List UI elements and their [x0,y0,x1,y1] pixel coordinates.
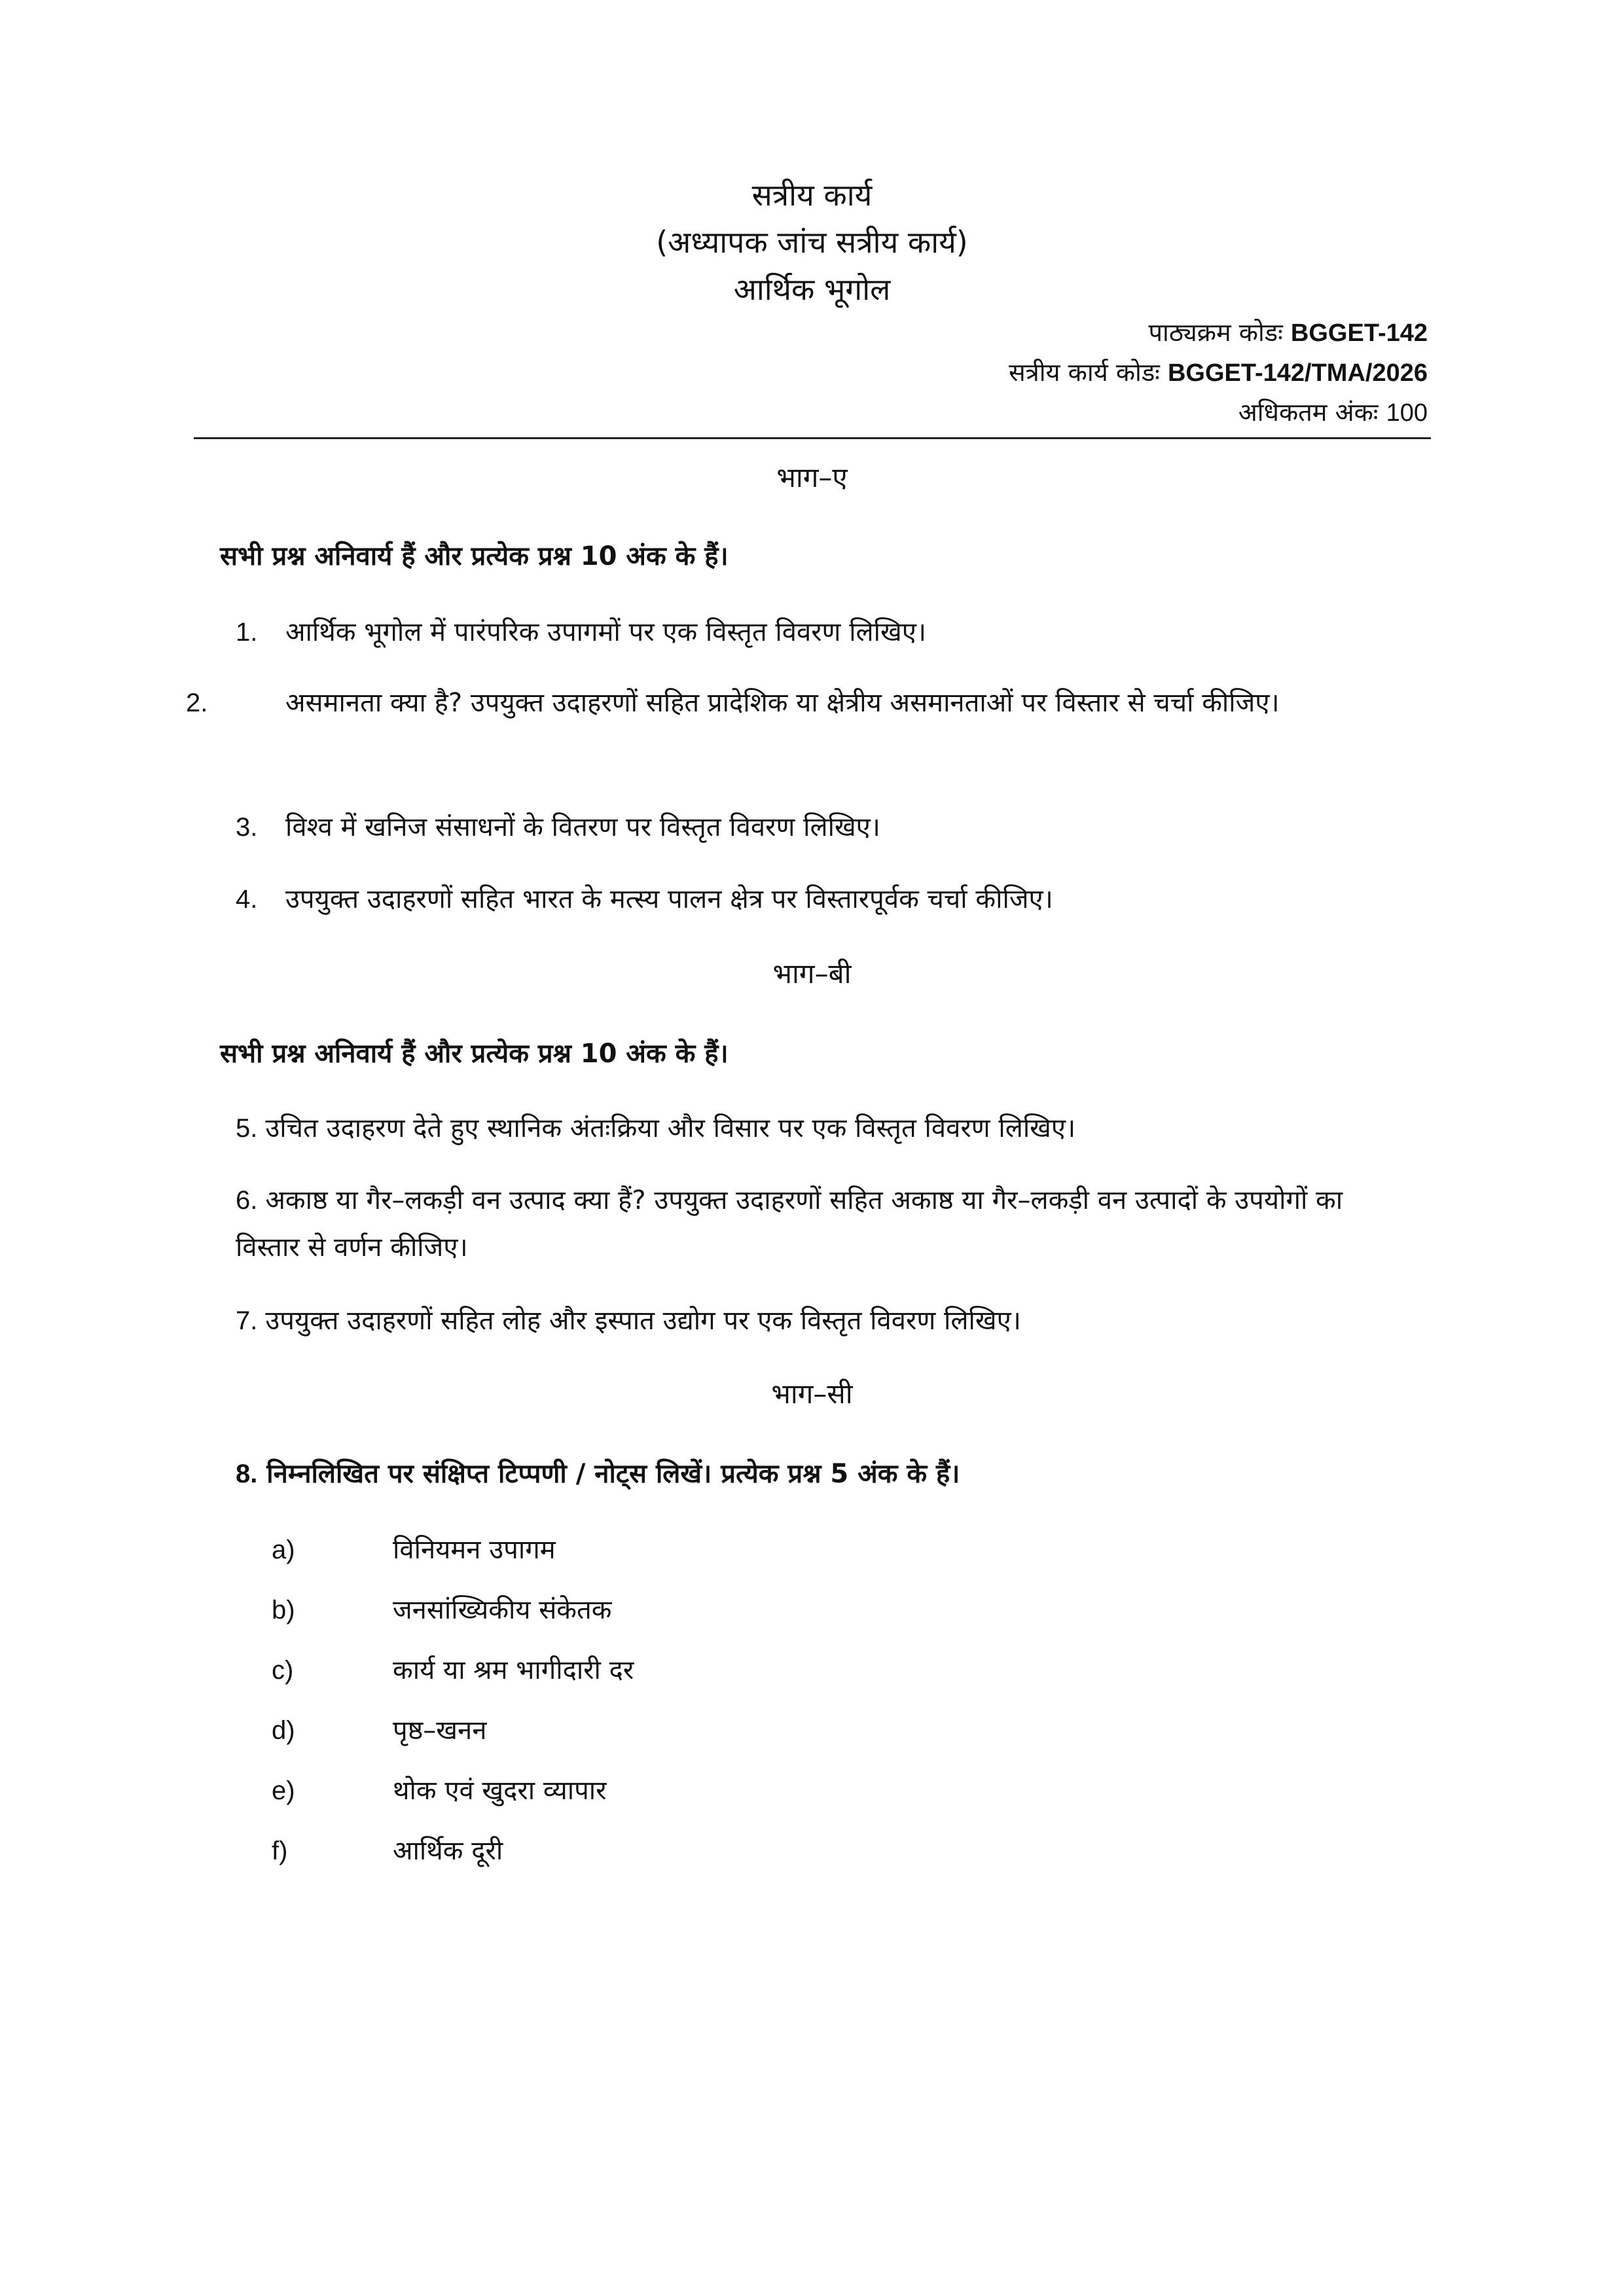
sub-item-letter: a) [272,1535,295,1564]
question-1 [236,609,1407,656]
header-divider [194,437,1431,439]
sub-item-a [272,1530,556,1566]
course-code-label: पाठ्यक्रम कोडः [1148,318,1283,347]
course-meta [1009,313,1428,433]
course-code-row [1009,313,1428,353]
question-text: उपयुक्त उदाहरणों सहित लोह और इस्पात उद्योग पर एक विस्तृत विवरण लिखिए। [265,1306,1021,1336]
sub-item-f [272,1831,503,1867]
sub-item-text: जनसांख्यिकीय संकेतक [393,1595,612,1625]
question-text: विश्व में खनिज संसाधनों के वितरण पर विस्तृत विवरण लिखिए। [285,812,880,842]
question-text: निम्नलिखित पर संक्षिप्त टिप्पणी / नोट्स लिखें। प्रत्येक प्रश्न 5 अंक के हैं। [266,1459,960,1489]
question-text: असमानता क्या है? उपयुक्त उदाहरणों सहित प्रादेशिक या क्षेत्रीय असमानताओं पर विस्तार से चर्चा कीजिए। [285,688,1280,718]
sub-item-text: आर्थिक दूरी [393,1836,503,1866]
question-2 [186,679,1457,726]
question-number: 4. [236,885,258,914]
sub-item-letter: f) [272,1837,288,1865]
question-number: 5. [236,1114,258,1143]
sub-item-letter: c) [272,1656,294,1685]
sub-item-text: कार्य या श्रम भागीदारी दर [393,1655,634,1685]
question-number: 3. [236,813,258,842]
part-b-instruction: सभी प्रश्न अनिवार्य हैं और प्रत्येक प्रश्न 10 अंक के हैं। [220,1039,729,1069]
title-line-3: आर्थिक भूगोल [733,272,891,307]
sub-item-letter: d) [272,1716,295,1745]
question-number: 6. [236,1186,258,1215]
max-marks-label: अधिकतम अंकः [1238,398,1379,427]
assignment-code-row [1009,353,1428,393]
sub-item-b [272,1590,612,1626]
course-code-value: BGGET-142 [1290,319,1428,347]
document-title [0,171,1624,313]
sub-item-c [272,1651,634,1687]
part-c-instruction [236,1454,960,1490]
question-number: 2. [186,689,208,717]
title-line-2: (अध्यापक जांच सत्रीय कार्य) [656,224,968,260]
part-c-title: भाग–सी [771,1378,853,1410]
sub-item-e [272,1771,607,1807]
part-a-instruction: सभी प्रश्न अनिवार्य हैं और प्रत्येक प्रश्न 10 अंक के हैं। [220,541,729,571]
question-3 [236,804,1407,851]
sub-item-d [272,1711,486,1747]
question-4 [236,876,1407,923]
question-number: 1. [236,618,258,647]
max-marks-value: 100 [1386,399,1428,427]
question-number: 8. [236,1460,258,1488]
question-text: अकाष्ठ या गैर–लकड़ी वन उत्पाद क्या हैं? उपयुक्त उदाहरणों सहित अकाष्ठ या गैर–लकड़ी वन उत्पादों के उपयोगों का विस्तार से वर्णन कीजिए। [236,1185,1343,1263]
title-line-1: सत्रीय कार्य [751,177,873,213]
question-text: उपयुक्त उदाहरणों सहित भारत के मत्स्य पालन क्षेत्र पर विस्तारपूर्वक चर्चा कीजिए। [285,884,1053,914]
assignment-code-label: सत्रीय कार्य कोडः [1009,358,1160,387]
question-text: आर्थिक भूगोल में पारंपरिक उपागमों पर एक विस्तृत विवरण लिखिए। [285,617,927,647]
sub-item-text: विनियमन उपागम [393,1535,556,1565]
question-6 [236,1177,1407,1271]
sub-item-text: थोक एवं खुदरा व्यापार [393,1776,607,1806]
part-b-title: भाग–बी [772,958,852,990]
max-marks-row [1009,393,1428,433]
sub-item-letter: e) [272,1776,295,1805]
question-5 [236,1105,1407,1152]
question-text: उचित उदाहरण देते हुए स्थानिक अंतःक्रिया और विसार पर एक विस्तृत विवरण लिखिए। [265,1113,1076,1143]
part-a-title: भाग–ए [776,461,848,493]
question-number: 7. [236,1306,258,1335]
sub-item-letter: b) [272,1596,295,1624]
assignment-code-value: BGGET-142/TMA/2026 [1167,359,1428,387]
sub-item-text: पृष्ठ–खनन [393,1715,487,1746]
question-7 [236,1297,1407,1344]
